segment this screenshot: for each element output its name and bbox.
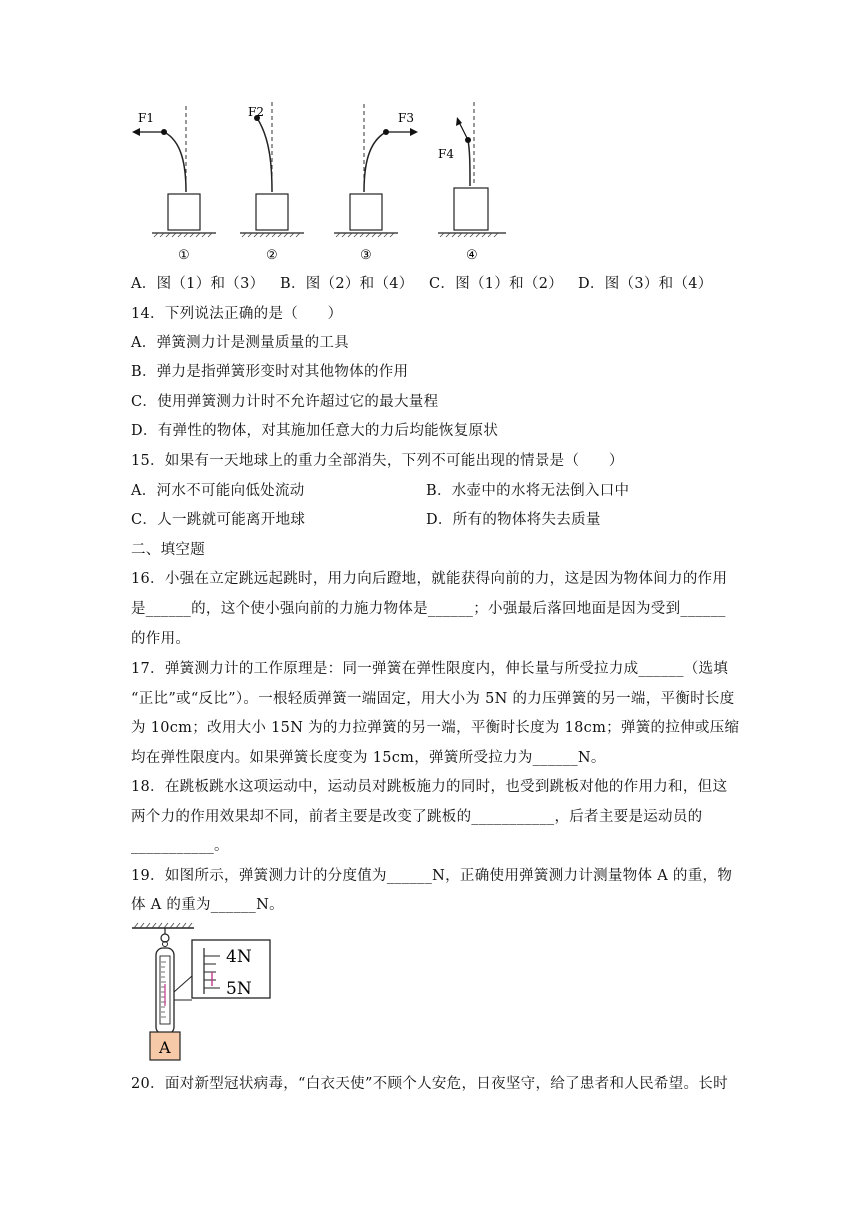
q13-option-a: A．图（1）和（3） <box>131 276 265 292</box>
figure-number-4: ④ <box>466 248 478 263</box>
q20-line-1: 20．面对新型冠状病毒，“白衣天使”不顾个人安危，日夜坚守，给了患者和人民希望。长时 <box>131 1076 728 1092</box>
q17-line-4: 均在弹性限度内。如果弹簧长度变为 15cm，弹簧所受拉力为______N。 <box>131 750 606 766</box>
force-label-f3: F3 <box>398 111 414 125</box>
q13-options <box>131 272 731 292</box>
figure-3 <box>320 96 420 264</box>
q18-line-1: 18．在跳板跳水这项运动中，运动员对跳板施力的同时，也受到跳板对他的作用力和，但这 <box>131 779 728 795</box>
q14-option-c: C．使用弹簧测力计时不允许超过它的最大量程 <box>131 394 439 410</box>
block-a-label: A <box>159 1038 171 1057</box>
q13-option-b: B．图（2）和（4） <box>280 276 414 292</box>
figure-1 <box>120 96 220 264</box>
q15-option-a: A．河水不可能向低处流动 <box>131 483 305 499</box>
q14-option-b: B．弹力是指弹簧形变时对其他物体的作用 <box>131 364 409 380</box>
q15-stem: 15．如果有一天地球上的重力全部消失，下列不可能出现的情景是（ ） <box>131 453 624 469</box>
force-label-f2: F2 <box>248 105 264 119</box>
q14-option-a: A．弹簧测力计是测量质量的工具 <box>131 335 349 351</box>
q15-option-b: B．水壶中的水将无法倒入口中 <box>426 483 630 499</box>
spring-scale-figure <box>128 922 278 1062</box>
q15-option-d: D．所有的物体将失去质量 <box>426 512 601 528</box>
q18-line-3: ___________。 <box>131 838 229 854</box>
q14-option-d: D．有弹性的物体，对其施加任意大的力后均能恢复原状 <box>131 423 499 439</box>
force-label-f1: F1 <box>138 111 154 125</box>
figure-number-3: ③ <box>360 248 372 263</box>
force-label-f4: F4 <box>438 147 454 161</box>
figure-4 <box>420 96 510 264</box>
scale-label-bottom: 5N <box>226 979 252 999</box>
q13-option-c: C．图（1）和（2） <box>429 276 564 292</box>
q15-option-c: C．人一跳就可能离开地球 <box>131 512 306 528</box>
q16-line-1: 16．小强在立定跳远起跳时，用力向后蹬地，就能获得向前的力，这是因为物体间力的作用 <box>131 571 728 587</box>
q16-line-3: 的作用。 <box>131 631 191 647</box>
q14-stem: 14．下列说法正确的是（ ） <box>131 306 343 322</box>
q17-line-1: 17．弹簧测力计的工作原理是：同一弹簧在弹性限度内，伸长量与所受拉力成______（选填 <box>131 661 729 677</box>
q19-line-1: 19．如图所示，弹簧测力计的分度值为______N，正确使用弹簧测力计测量物体 A 的重，物 <box>131 868 733 884</box>
section-title: 二、填空题 <box>131 542 205 558</box>
q13-option-d: D．图（3）和（4） <box>578 276 713 292</box>
figure-number-2: ② <box>266 248 278 263</box>
q17-line-2: “正比”或“反比”）。一根轻质弹簧一端固定，用大小为 5N 的力压弹簧的另一端，平衡时长度 <box>131 691 735 707</box>
q19-line-2: 体 A 的重为______N。 <box>131 897 284 913</box>
figure-number-1: ① <box>178 248 190 263</box>
figure-2 <box>220 96 310 264</box>
q18-line-2: 两个力的作用效果却不同，前者主要是改变了跳板的___________，后者主要是运动员的 <box>131 809 703 825</box>
scale-label-top: 4N <box>226 947 252 967</box>
force-figures <box>120 96 500 264</box>
q17-line-3: 为 10cm；改用大小 15N 为的力拉弹簧的另一端，平衡时长度为 18cm；弹簧的拉伸或压缩 <box>131 720 740 736</box>
q16-line-2: 是______的，这个使小强向前的力施力物体是______；小强最后落回地面是因为受到______ <box>131 601 726 617</box>
